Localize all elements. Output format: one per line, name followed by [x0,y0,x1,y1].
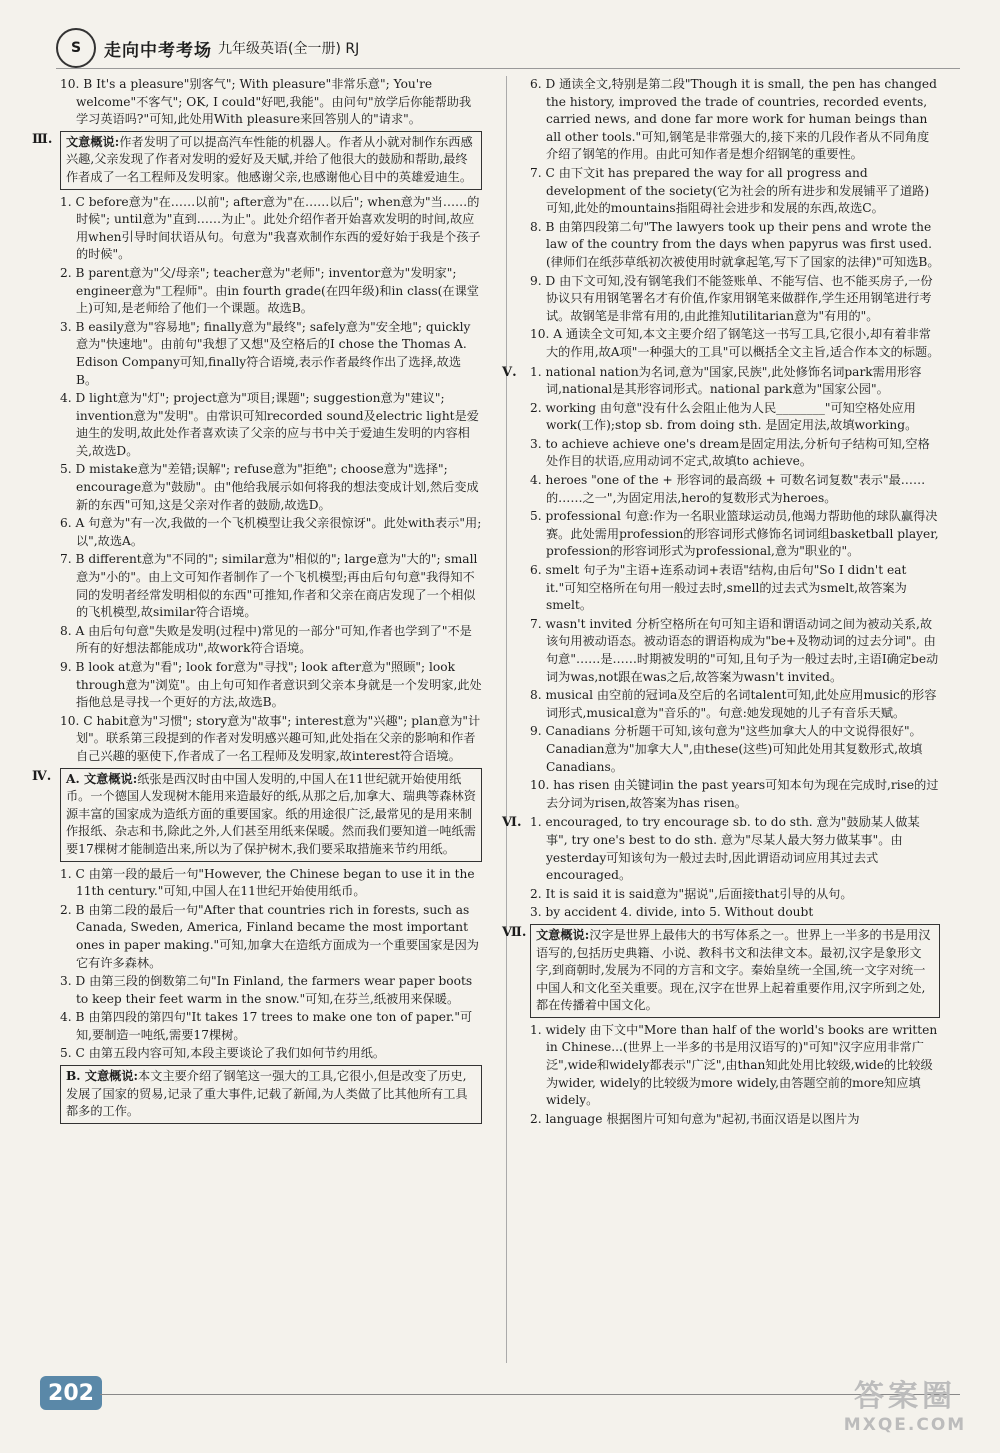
answer-item: 2. B 由第二段的最后一句"After that countries rich in forests, such as Canada, Sweden, America, Finland became the most important ones in paper making."可知,加拿大在造纸方面成为一个重要国家是因为它有许多森林。 [60,902,479,970]
answer-item: 9. B look at意为"看"; look for意为"寻找"; look after意为"照顾"; look through意为"浏览"。由上句可知作者意识到父亲本身就是一个发明家,此处指他总是寻找一个更好的方法,故选B。 [60,660,482,710]
summary-text: 汉字是世界上最伟大的书写体系之一。世界上一半多的书是用汉语写的,包括历史典籍、小说、教科书文和法律文本。最初,汉字是象形文字,到商朝时,发展为不同的方言和文字。秦始皇统一全国,统一文字对统一中国人和文化至关重要。现在,汉字在世界上起着重要作用,汉字所到之处,都在传播着中国文化。 [536,927,931,1013]
watermark [830,1380,980,1442]
watermark-sub: MXQE.COM [843,1415,967,1435]
answer-item: 3. D 由第三段的倒数第二句"In Finland, the farmers wear paper boots to keep their feet warm in the snow."可知,在芬兰,纸被用来保暖。 [60,974,473,1006]
column-divider [506,76,507,1363]
answer-item: 7. C 由下文it has prepared the way for all progress and development of the society(它为社会的所有进步和发展铺平了道路)可知,此处的mountains指阻碍社会进步和发展的东西,故选C。 [530,165,930,216]
answer-item: 6. D 通读全文,特别是第二段"Though it is small, the pen has changed the history, improved the trade of countries, recorded events, carried news, and done far more work for human beings than all other tools."可知,钢笔是非常强大的,接下来的几段作者从不同角度介绍了钢笔的作用。由此可知作者是想介绍钢笔的重要性。 [530,77,937,162]
header-divider [56,68,960,69]
answer-item: 7. wasn't invited 分析空格所在句可知主语和谓语动词之间为被动关系,故该句用被动语态。被动语态的谓语构成为"be+及物动词的过去分词"。由句意"……是……时期被发明的"可知,且句子为一般过去时,主语I确定be动词为was,not跟在was之后,故答案为wasn't invited。 [530,616,939,684]
section-4 [32,768,482,1124]
answer-item: 10. A 通读全文可知,本文主要介绍了钢笔这一书写工具,它很小,却有着非常大的作用,故A项"一种强大的工具"可以概括全文主旨,适合作本文的标题。 [530,327,940,359]
section-4-continued [530,76,940,362]
answer-item: 3. by accident 4. divide, into 5. Without doubt [530,905,814,920]
answer-item: 2. working 由句意"没有什么会阻止他为人民________"可知空格处应用work(工作);stop sb. from doing sth. 是固定用法,故填working。 [530,400,918,433]
answer-item: 10. has risen 由关键词in the past years可知本句为现在完成时,rise的过去分词为risen,故答案为has risen。 [530,778,939,810]
summary-label: 文意概说: [66,134,120,149]
answer-item: 7. B different意为"不同的"; similar意为"相似的"; large意为"大的"; small意为"小的"。由上文可知作者制作了一个飞机模型;再由后句句意"我得知不同的发明者经常发明相似的东西"可推知,作者和父亲在商店发现了一个相似的飞机模型,故similar符合语境。 [60,552,478,620]
answer-item: 1. national nation为名词,意为"国家,民族",此处修饰名词park需用形容词,national是其形容词形式。national park意为"国家公园"。 [530,364,922,397]
right-column [502,76,940,1130]
summary-text: 本文主要介绍了钢笔这一强大的工具,它很小,但是改变了历史,发展了国家的贸易,记录了重大事件,记载了新闻,为人类做了比其他所有工具都多的工作。 [66,1069,468,1119]
page-header [56,28,506,68]
answer-item: 9. D 由下文可知,没有钢笔我们不能签账单、不能写信、也不能买房子,一份协议只有用钢笔署名才有价值,作家用钢笔来做群作,学生还用钢笔进行考试。故钢笔是非常有用的,由此推知utilitarian意为"有用的"。 [530,273,933,323]
answer-item: 10. B It's a pleasure"别客气"; With pleasure"非常乐意"; You're welcome"不客气"; OK, I could"好吧,我能"。由问句"放学后你能帮助我学习英语吗?"可知,此处用With pleasure来回答别人的"请求"。 [60,77,472,127]
page-number: 202 [40,1376,102,1410]
summary-text: 作者发明了可以提高汽车性能的机器人。作者从小就对制作东西感兴趣,父亲发现了作者对发明的爱好及天赋,并给了他很大的鼓励和帮助,最终作者成了一名工程师及发明家。他感谢父亲,也感谢他心目中的英雄爱迪生。 [66,134,473,184]
answer-item: 10. C habit意为"习惯"; story意为"故事"; interest意为"兴趣"; plan意为"计划"。联系第三段提到的作者对发明感兴趣可知,此处指在父亲的影响和作者自己兴趣的驱使下,作者成了一名工程师及发明家,故interest符合语境。 [60,713,481,763]
section-number: Ⅴ. [502,364,517,380]
answer-item: 2. B parent意为"父/母亲"; teacher意为"老师"; inventor意为"发明家"; engineer意为"工程师"。由in fourth grade(在四年级)和in class(在课堂上)可知,是老师给了他们一个课题。故选B。 [60,265,479,316]
answer-item: 4. heroes "one of the + 形容词的最高级 + 可数名词复数"表示"最……的……之一",为固定用法,hero的复数形式为heroes。 [530,473,926,505]
watermark-main: 答案圈 [854,1379,956,1414]
answer-item: 2. language 根据图片可知句意为"起初,书面汉语是以图片为 [530,1111,860,1126]
publisher-logo-icon [56,28,96,68]
section-number: Ⅵ. [502,815,522,831]
section-3 [32,131,482,766]
answer-item: 1. widely 由下文中"More than half of the world's books are written in Chinese...(世界上一半多的书是用汉语写的)"可知"汉字应用非常广泛",wide和widely都表示"广泛",由than知此处用比较级,wide的比较级为wider, widely的比较级为more widely,由答题空前的more知应填widely。 [530,1022,938,1108]
answer-item: 1. C before意为"在……以前"; after意为"在……以后"; when意为"当……的时候"; until意为"直到……为止"。此处介绍作者开始喜欢发明的时间,故应用when引导时间状语从句。句意为"我喜欢制作东西的爱好始于我是个孩子的时候"。 [60,194,481,262]
answer-item: 6. smelt 句子为"主语+连系动词+表语"结构,由后句"So I didn't eat it."可知空格所在句用一般过去时,smell的过去式为smelt,故答案为smelt。 [530,563,907,613]
summary-box-b [60,1065,482,1124]
answer-item: 1. C 由第一段的最后一句"However, the Chinese began to use it in the 11th century."可知,中国人在11世纪开始使用纸币。 [60,866,475,899]
summary-label: A. 文意概说: [66,771,138,786]
section-number: Ⅲ. [32,131,53,147]
answer-item: 2. It is said it is said意为"据说",后面接that引导的从句。 [530,886,853,901]
section-5 [502,364,940,813]
answer-item: 6. A 句意为"有一次,我做的一个飞机模型让我父亲很惊讶"。此处with表示"用;以",故选A。 [60,516,482,548]
answer-item: 3. B easily意为"容易地"; finally意为"最终"; safely意为"安全地"; quickly意为"快速地"。由前句"我想了又想"及空格后的I chose the Thomas A. Edison Company可知,finally符合语境,表示作者最终作出了选择,故选B。 [60,319,471,387]
answer-item: 8. A 由后句句意"失败是发明(过程中)常见的一部分"可知,作者也学到了"不是所有的好想法都能成功",故work符合语境。 [60,623,472,656]
answer-item: 5. C 由第五段内容可知,本段主要谈论了我们如何节约用纸。 [60,1046,386,1061]
logo-glyph: S [70,40,82,56]
section-number: Ⅳ. [32,768,52,784]
summary-box [530,924,940,1018]
summary-label: B. 文意概说: [66,1069,139,1084]
answer-item: 4. B 由第四段的第四句"It takes 17 trees to make one ton of paper."可知,要制造一吨纸,需要17棵树。 [60,1010,473,1042]
summary-label: 文意概说: [536,927,590,942]
answer-item: 8. B 由第四段第二句"The lawyers took up their pens and wrote the law of the country from the days when papyrus was first used.(律师们在纸莎草纸初次被使用时就拿起笔,写下了国家的法律)"可知选B。 [530,219,940,269]
section-number: Ⅶ. [502,924,527,940]
answer-item: 3. to achieve achieve one's dream是固定用法,分析句子结构可知,空格处作目的状语,应用动词不定式,故填to achieve。 [530,436,930,469]
answer-item: 4. D light意为"灯"; project意为"项目;课题"; suggestion意为"建议"; invention意为"发明"。由常识可知recorded sound及electric light是爱迪生的发明,故此处作者喜欢读了父亲的应与书中关于爱迪生发明的内容相关,故选D。 [60,391,479,458]
summary-box [60,131,482,190]
summary-box [60,768,482,862]
brand-title: 走向中考考场 [104,40,212,61]
answer-item: 1. encouraged, to try encourage sb. to do sth. 意为"鼓励某人做某事", try one's best to do sth. 意为"尽某人最大努力做某事"。由yesterday可知该句为一般过去时,因此谓语动词应用其过去式encouraged。 [530,815,920,883]
left-column [32,76,482,1128]
answer-item: 5. professional 句意:作为一名职业篮球运动员,他竭力帮助他的球队赢得决赛。此处需用profession的形容词形式修饰名词词组basketball player, profession的形容词形式为professional,意为"职业的"。 [530,509,939,559]
section-6 [502,814,940,922]
section-7 [502,924,940,1129]
summary-text: 纸张是西汉时由中国人发明的,中国人在11世纪就开始使用纸币。一个德国人发现树木能用来造最好的纸,从那之后,加拿大、瑞典等森林资源丰富的国家成为造纸方面的重要国家。纸的用途很广泛,最常见的是用来制作报纸、杂志和书,除此之外,人们甚至用纸来保暖。然而我们要知道一吨纸需要17棵树才能制造出来,所以为了保护树木,我们要采取措施来节约用纸。 [66,771,476,856]
answer-item: 9. Canadians 分析题干可知,该句意为"这些加拿大人的中文说得很好"。Canadian意为"加拿大人",由these(这些)可知此处用其复数形式,故填Canadians。 [530,724,923,774]
book-title: 九年级英语(全一册) RJ [218,41,360,57]
answer-item: 5. D mistake意为"差错;误解"; refuse意为"拒绝"; choose意为"选择"; encourage意为"鼓励"。由"他给我展示如何将我的想法变成计划,然后变成新的东西"可知,这是父亲对作者的鼓励,故选D。 [60,462,479,512]
answer-item: 8. musical 由空前的冠词a及空后的名词talent可知,此处应用music的形容词形式,musical意为"音乐的"。句意:她发现她的儿子有音乐天赋。 [530,688,937,720]
